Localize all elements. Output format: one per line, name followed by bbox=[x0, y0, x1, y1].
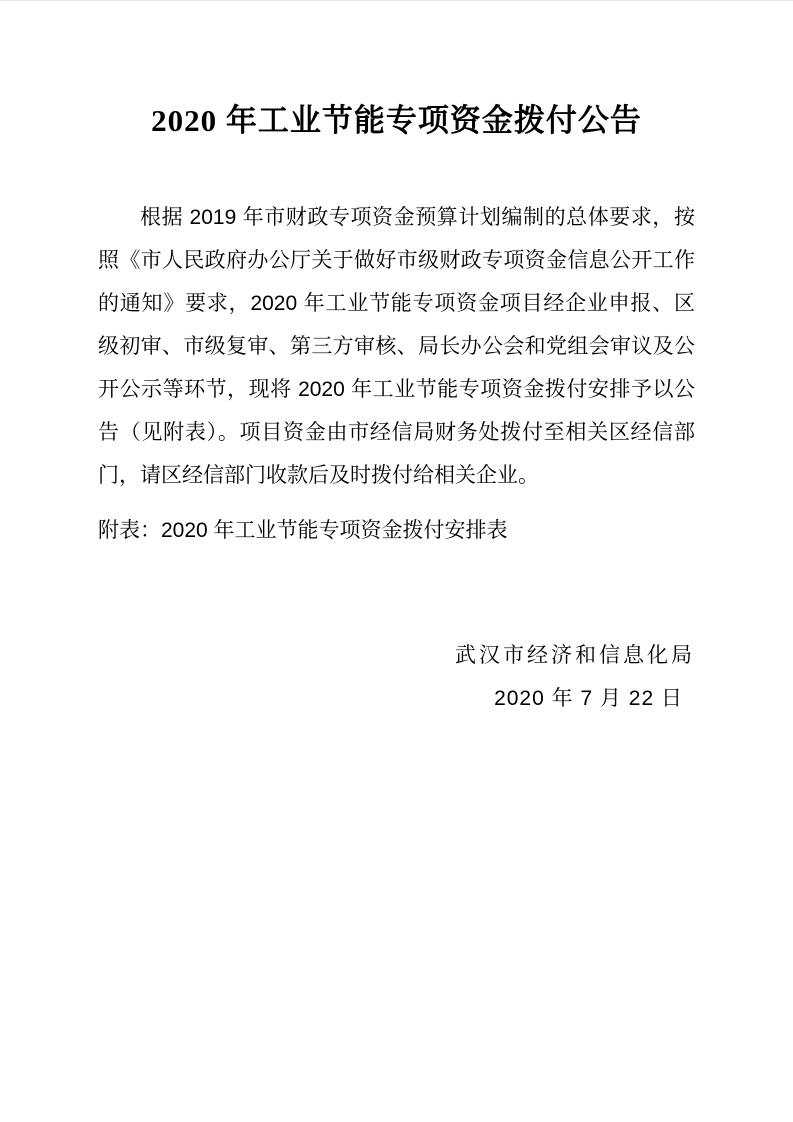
attachment-note: 附表：2020 年工业节能专项资金拨付安排表 bbox=[98, 519, 508, 542]
signature-block bbox=[98, 634, 695, 720]
document-title: 2020 年工业节能专项资金拨付公告 bbox=[151, 103, 642, 138]
document-content bbox=[98, 196, 695, 720]
body-paragraph: 根据 2019 年市财政专项资金预算计划编制的总体要求，按照《市人民政府办公厅关于做好市级财政专项资金信息公开工作的通知》要求，2020 年工业节能专项资金项目经企业申报、区级初审、市级复审、第三方审核、局长办公会和党组会审议及公开公示等环节，现将 2020 年工业节能专项资金拨付安排予以公告（见附表）。项目资金由市经信局财务处拨付至相关区经信部门，请区经信部门收款后及时拨付给相关企业。 bbox=[98, 206, 695, 487]
signature-organization: 武汉市经济和信息化局 bbox=[455, 644, 695, 667]
signature-date: 2020 年 7 月 22 日 bbox=[494, 687, 683, 710]
